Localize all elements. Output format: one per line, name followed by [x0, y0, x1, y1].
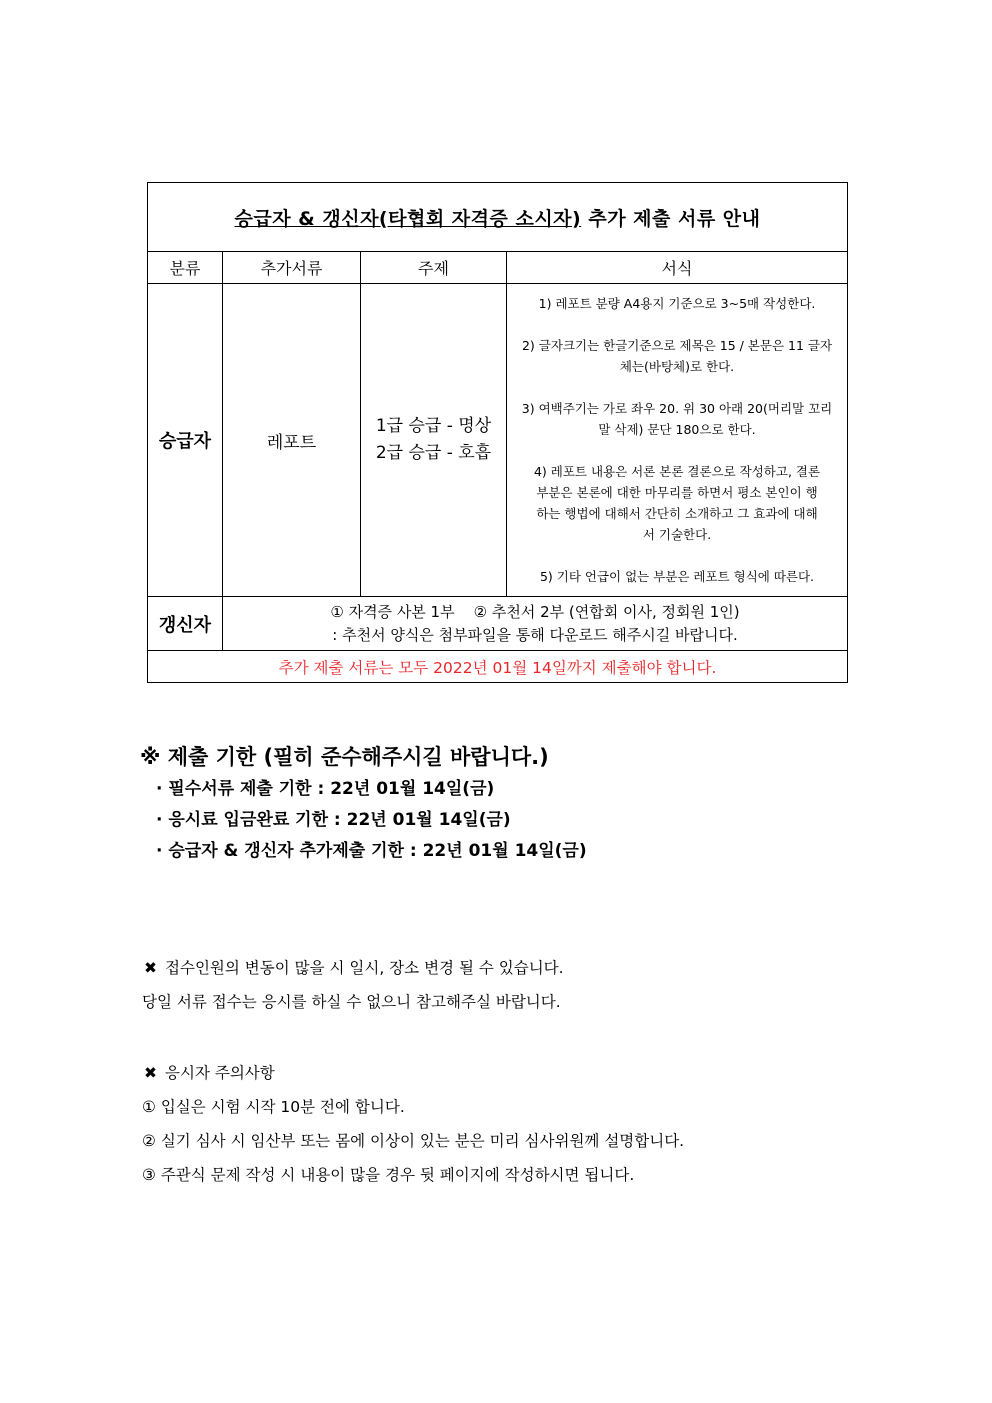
renewal-row — [148, 597, 848, 651]
promotion-topics — [361, 284, 507, 597]
promotion-category: 승급자 — [148, 284, 223, 597]
renewal-line-2: : 추천서 양식은 첨부파일을 통해 다운로드 해주시길 바랍니다. — [332, 625, 738, 644]
precautions-section — [142, 1056, 684, 1192]
precautions-title: 응시자 주의사항 — [165, 1064, 275, 1082]
deadline-heading: ※ 제출 기한 (필히 준수해주시길 바랍니다.) — [140, 745, 549, 769]
change-notice-line — [142, 951, 564, 985]
renewal-category: 갱신자 — [148, 597, 223, 651]
format-rule-3: 3) 여백주기는 가로 좌우 20. 위 30 아래 20(머리말 꼬리말 삭제) 문단 180으로 한다. — [521, 401, 833, 437]
format-rule-4: 4) 레포트 내용은 서론 본론 결론으로 작성하고, 결론 부분은 본론에 대한 마무리를 하면서 평소 본인이 행하는 행법에 대해서 간단히 소개하고 그 효과에 대해서 기술한다. — [533, 464, 821, 542]
format-rule-2: 2) 글자크기는 한글기준으로 제목은 15 / 본문은 11 글자체는(바탕체)로 한다. — [521, 338, 833, 374]
header-document: 추가서류 — [223, 252, 361, 284]
table-title-underlined: 승급자 & 갱신자(타협회 자격증 소시자) — [234, 207, 582, 230]
format-rule-1: 1) 레포트 분량 A4용지 기준으로 3~5매 작성한다. — [538, 296, 816, 311]
header-format: 서식 — [507, 252, 848, 284]
renewal-details — [223, 597, 848, 651]
table-title — [148, 183, 848, 252]
precaution-item-3: ③ 주관식 문제 작성 시 내용이 많을 경우 뒷 페이지에 작성하시면 됩니다. — [142, 1166, 635, 1184]
submission-notice: 추가 제출 서류는 모두 2022년 01월 14일까지 제출해야 합니다. — [148, 651, 848, 683]
format-rules — [507, 284, 848, 597]
table-title-rest: 추가 제출 서류 안내 — [581, 207, 761, 230]
precaution-item-1: ① 입실은 시험 시작 10분 전에 합니다. — [142, 1098, 405, 1116]
change-notice-text: 접수인원의 변동이 많을 시 일시, 장소 변경 될 수 있습니다. — [165, 959, 564, 977]
header-topic: 주제 — [361, 252, 507, 284]
deadline-item-documents: · 필수서류 제출 기한 : 22년 01월 14일(금) — [156, 779, 495, 799]
header-category: 분류 — [148, 252, 223, 284]
notice-row — [148, 651, 848, 683]
deadline-item-fee: · 응시료 입금완료 기한 : 22년 01월 14일(금) — [156, 810, 511, 830]
submission-table — [147, 182, 848, 683]
x-mark-icon: ✖ — [144, 1064, 157, 1082]
change-notes — [142, 951, 564, 1019]
precaution-item-2: ② 실기 심사 시 임산부 또는 몸에 이상이 있는 분은 미리 심사위원께 설명합니다. — [142, 1132, 685, 1150]
deadline-section — [140, 740, 587, 867]
deadline-item-additional: · 승급자 & 갱신자 추가제출 기한 : 22년 01월 14일(금) — [156, 841, 587, 861]
renewal-line-1: ① 자격증 사본 1부 ② 추천서 2부 (연합회 이사, 정회원 1인) — [330, 602, 740, 621]
precautions-title-line — [142, 1056, 684, 1090]
format-rule-5: 5) 기타 언급이 없는 부분은 레포트 형식에 따른다. — [539, 569, 815, 584]
same-day-notice: 당일 서류 접수는 응시를 하실 수 없으니 참고해주실 바랍니다. — [142, 993, 561, 1011]
promotion-document: 레포트 — [223, 284, 361, 597]
table-header-row — [148, 252, 848, 284]
x-mark-icon: ✖ — [144, 959, 157, 977]
topic-grade-2: 2급 승급 - 호흡 — [375, 443, 492, 463]
topic-grade-1: 1급 승급 - 명상 — [375, 416, 492, 436]
promotion-row — [148, 284, 848, 597]
